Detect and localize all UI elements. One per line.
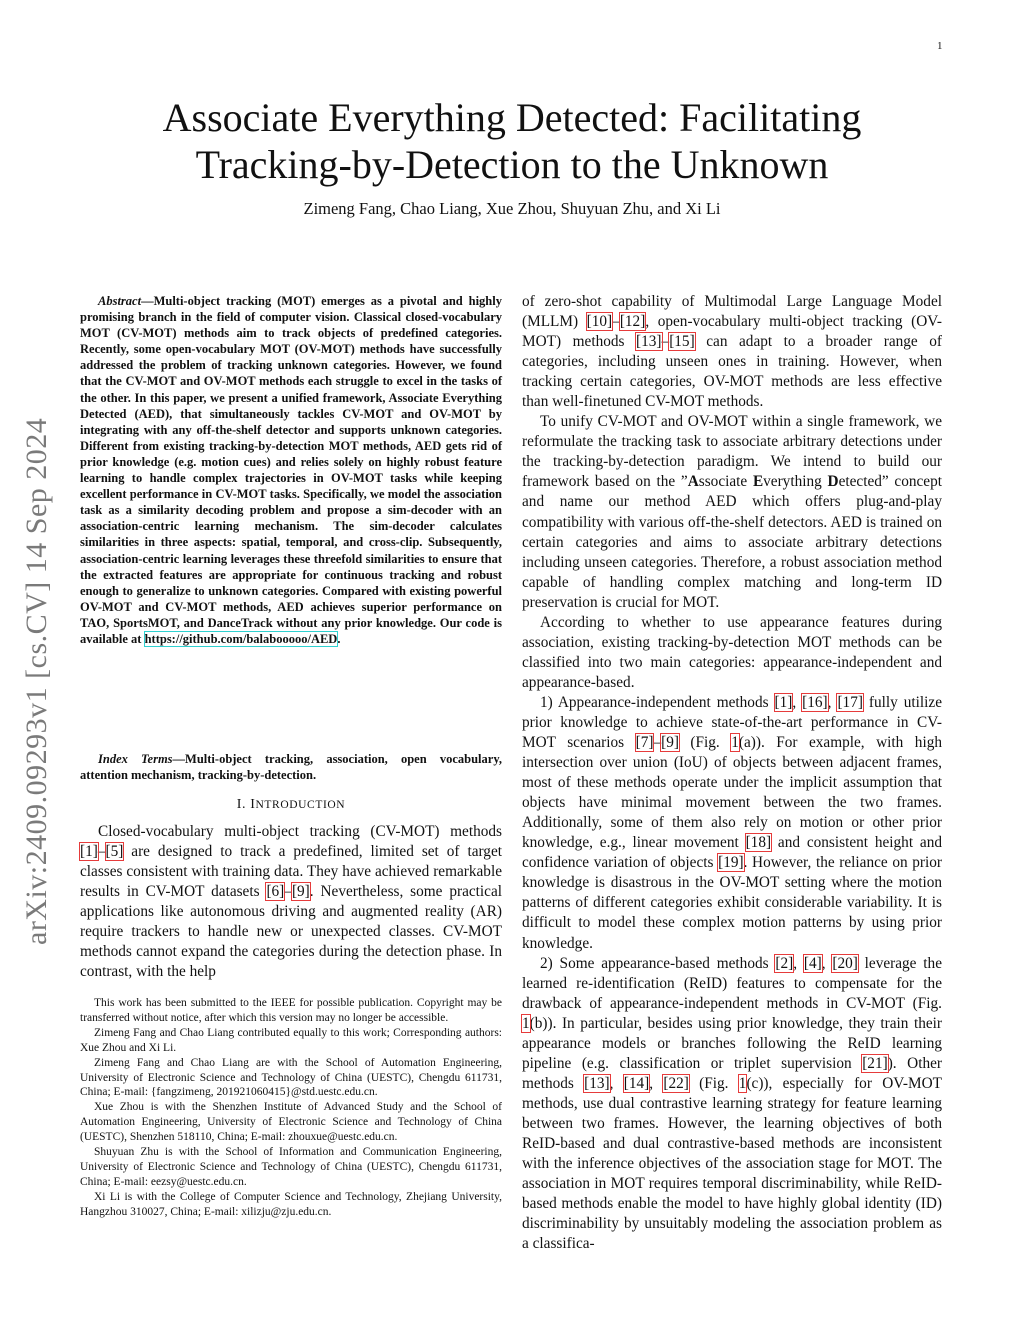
citation-link[interactable]: [21] xyxy=(862,1054,888,1072)
citation-link[interactable]: [18] xyxy=(745,834,772,852)
citation-link[interactable]: [17] xyxy=(837,693,863,711)
footnote: Shuyuan Zhu is with the School of Information and Communication Engineering, University of Electronic Science and Technology of China (UESTC), Chengdu 611731, China; E-mail: eezsy@uestc.edu.cn. xyxy=(80,1146,502,1188)
citation-link[interactable]: [2] xyxy=(775,954,794,972)
footnote: Zimeng Fang and Chao Liang contributed equally to this work; Corresponding authors: Xue Zhou and Xi Li. xyxy=(80,1026,502,1054)
index-terms xyxy=(80,738,502,795)
citation-link[interactable]: [15] xyxy=(669,333,695,351)
figure-link[interactable]: 1 xyxy=(731,734,739,752)
citation-link[interactable]: [19] xyxy=(718,854,744,872)
figure-link[interactable]: 1 xyxy=(738,1074,747,1092)
intro-paragraph: Closed-vocabulary multi-object tracking (CV-MOT) methods [1]–[5] are designed to track a predefined, limited set of target classes consistent with training data. They have achieved remarkable results in CV-MOT datasets [6]–[9]. Nevertheless, some practical applications like autonomous driving and augmented reality (AR) require trackers to handle new or unexpected classes. CV-MOT methods cannot expand the categories during the detection phase. In contrast, with the help xyxy=(80,823,503,981)
paper-title xyxy=(110,94,914,188)
right-column-body xyxy=(522,292,942,1254)
abstract-lead: Abstract xyxy=(98,294,142,308)
citation-link[interactable]: [5] xyxy=(105,843,124,861)
citation-link[interactable]: [9] xyxy=(291,883,310,901)
abstract: Abstract—Multi-object tracking (MOT) emerges as a pivotal and highly promising branch in the field of computer vision. Classical closed-vocabulary MOT (CV-MOT) methods aim to track objects of predefined categories. Recently, some open-vocabulary MOT (OV-MOT) methods have successfully addressed the problem of tracking unknown categories. However, we found that the CV-MOT and OV-MOT methods each struggle to excel in the tasks of the other. In this paper, we present a unified framework, Associate Everything Detected (AED), that simultaneously tackles CV-MOT and OV-MOT by integrating with any off-the-shelf detector and supports unknown categories. Different from existing tracking-by-detection MOT methods, AED gets rid of prior knowledge (e.g. motion cues) and relies solely on highly robust feature learning to handle complex trajectories in OV-MOT tasks while keeping excellent performance in CV-MOT tasks. Specifically, we model the association task as a similarity decoding problem and propose a sim-decoder with an association-centric learning mechanism. The sim-decoder calculates similarities in three aspects: spatial, temporal, and cross-clip. Subsequently, association-centric learning leverages these threefold similarities to ensure that the extracted features are appropriate for continuous tracking and robust enough to generalize to unknown categories. Compared with existing powerful OV-MOT and CV-MOT methods, AED achieves superior performance on TAO, SportsMOT, and DanceTrack without any prior knowledge. Our code is available at https://github.com/balabooooo/AED. xyxy=(80,294,502,646)
citation-link[interactable]: [22] xyxy=(663,1074,689,1092)
paragraph: 1) Appearance-independent methods [1], [16], [17] fully utilize prior knowledge to achieve state-of-the-art performance in CV-MOT scenarios [7]–[9] (Fig. 1(a)). For example, with high intersection over union (IoU) of objects between adjacent frames, most of these methods operate under the implicit assumption that objects have minimal movement between the two frames. Additionally, some of them also rely on motion or other prior knowledge, e.g., linear movement [18] and consistent height and confidence variation of objects [19]. However, the reliance on prior knowledge is disastrous in the OV-MOT setting where the motion patterns of different categories exhibit considerable variability. It is difficult to model these complex motion patterns by using prior knowledge. xyxy=(522,693,942,952)
arxiv-stamp: arXiv:2409.09293v1 [cs.CV] 14 Sep 2024 xyxy=(20,417,53,945)
index-terms-lead: Index Terms xyxy=(98,751,173,766)
footnote: Xue Zhou is with the Shenzhen Institute of Advanced Study and the School of Automation Engineering, University of Electronic Science and Technology of China (UESTC), Shenzhen 518110, China; E-mail: zhouxue@uestc.edu.cn. xyxy=(80,1101,502,1144)
abstract-text: —Multi-object tracking (MOT) emerges as a pivotal and highly promising branch in the field of computer vision. Classical closed-vocabulary MOT (CV-MOT) methods aim to track objects of predefined categories. Recently, some open-vocabulary MOT (OV-MOT) methods have successfully addressed the problem of tracking unknown categories. However, we found that the CV-MOT and OV-MOT methods each struggle to excel in the tasks of the other. In this paper, we present a unified framework, Associate Everything Detected (AED), that simultaneously tackles CV-MOT and OV-MOT by integrating with any off-the-shelf detector and supports unknown categories. Different from existing tracking-by-detection MOT methods, AED gets rid of prior knowledge (e.g. motion cues) and relies solely on highly robust feature learning to handle complex trajectories in OV-MOT tasks while keeping excellent performance in CV-MOT tasks. Specifically, we model the association task as a similarity decoding problem and propose a sim-decoder with an association-centric learning mechanism. The sim-decoder calculates similarities in three aspects: spatial, temporal, and cross-clip. Subsequently, association-centric learning leverages these threefold similarities to ensure that the extracted features are appropriate for continuous tracking and robust enough to generalize to unknown categories. Compared with existing powerful OV-MOT and CV-MOT methods, AED achieves superior performance on TAO, SportsMOT, and DanceTrack without any prior knowledge. Our code is available at xyxy=(80,294,502,646)
citation-link[interactable]: [14] xyxy=(623,1074,650,1092)
citation-link[interactable]: [1] xyxy=(80,843,98,861)
citation-link[interactable]: [13] xyxy=(584,1074,610,1092)
citation-link[interactable]: [4] xyxy=(803,954,822,972)
citation-link[interactable]: [20] xyxy=(832,954,858,972)
title-line-2: Tracking-by-Detection to the Unknown xyxy=(195,142,829,187)
paragraph: 2) Some appearance-based methods [2], [4], [20] leverage the learned re-identification (ReID) features to compensate for the drawback of appearance-independent methods in CV-MOT (Fig. 1(b)). In particular, besides using prior knowledge, they train their appearance models or branches following the ReID learning pipeline (e.g. classification or triplet supervision [21]). Other methods [13], [14], [22] (Fig. 1(c)), especially for OV-MOT methods, use dual contrastive learning strategy for feature learning between two frames. However, the learning objectives of both ReID-based and dual contrastive-based methods are inconsistent with the inference objectives of the association stage for MOT. The association in MOT requires temporal discriminability, while ReID-based methods enable the model to have highly global identity (ID) discriminability by unsuitably modeling the association problem as a classifica- xyxy=(522,954,942,1253)
footnote: Zimeng Fang and Chao Liang are with the School of Automation Engineering, University of Electronic Science and Technology of China (UESTC), Chengdu 611731, China; E-mail: {fangzimeng, 201921060415}@std.uestc.edu.cn. xyxy=(80,1056,502,1099)
paragraph: According to whether to use appearance features during association, existing tracking-by-detection MOT methods can be classified into two main categories: appearance-independent and appearance-based. xyxy=(522,613,942,691)
page-number: 1 xyxy=(937,40,943,52)
footnotes xyxy=(80,996,502,1220)
citation-link[interactable]: [13] xyxy=(636,333,662,351)
title-line-1: Associate Everything Detected: Facilitating xyxy=(162,95,862,140)
footnote: This work has been submitted to the IEEE for possible publication. Copyright may be transferred without notice, after which this version may no longer be accessible. xyxy=(80,997,502,1024)
footnote: Xi Li is with the College of Computer Science and Technology, Zhejiang University, Hangzhou 310027, China; E-mail: xilizju@zju.edu.cn. xyxy=(80,1190,502,1218)
citation-link[interactable]: [10] xyxy=(586,313,613,331)
paragraph: To unify CV-MOT and OV-MOT within a single framework, we reformulate the tracking task to associate arbitrary detections under the tracking-by-detection paradigm. We intend to build our framework based on the ”Associate Everything Detected” concept and name our method AED which offers plug-and-play compatibility with various off-the-shelf detectors. AED is trained on certain categories and aims to associate arbitrary detections including unseen categories. Therefore, a robust association method capable of handling complex matching and long-term ID preservation is crucial for MOT. xyxy=(522,413,942,611)
citation-link[interactable]: [7] xyxy=(635,734,654,752)
citation-link[interactable]: [16] xyxy=(802,693,828,711)
index-terms-text: —Multi-object tracking, association, open vocabulary, attention mechanism, tracking-by-detection. xyxy=(80,751,502,782)
citation-link[interactable]: [1] xyxy=(774,693,793,711)
section-heading-introduction: I. INTRODUCTION xyxy=(236,797,346,812)
author-list: Zimeng Fang, Chao Liang, Xue Zhou, Shuyuan Zhu, and Xi Li xyxy=(303,199,721,218)
citation-link[interactable]: [9] xyxy=(661,734,679,752)
citation-link[interactable]: [6] xyxy=(266,883,285,901)
code-link[interactable]: https://github.com/balabooooo/AED xyxy=(144,631,338,646)
figure-link[interactable]: 1 xyxy=(522,1014,530,1032)
paragraph: of zero-shot capability of Multimodal Large Language Model (MLLM) [10]–[12], open-vocabulary multi-object tracking (OV-MOT) methods [13]–[15] can adapt to a broader range of categories, including unseen ones in training. However, when tracking certain categories, OV-MOT methods are less effective than well-finetuned CV-MOT methods. xyxy=(522,293,942,411)
citation-link[interactable]: [12] xyxy=(619,313,646,331)
left-column-body xyxy=(80,822,502,982)
